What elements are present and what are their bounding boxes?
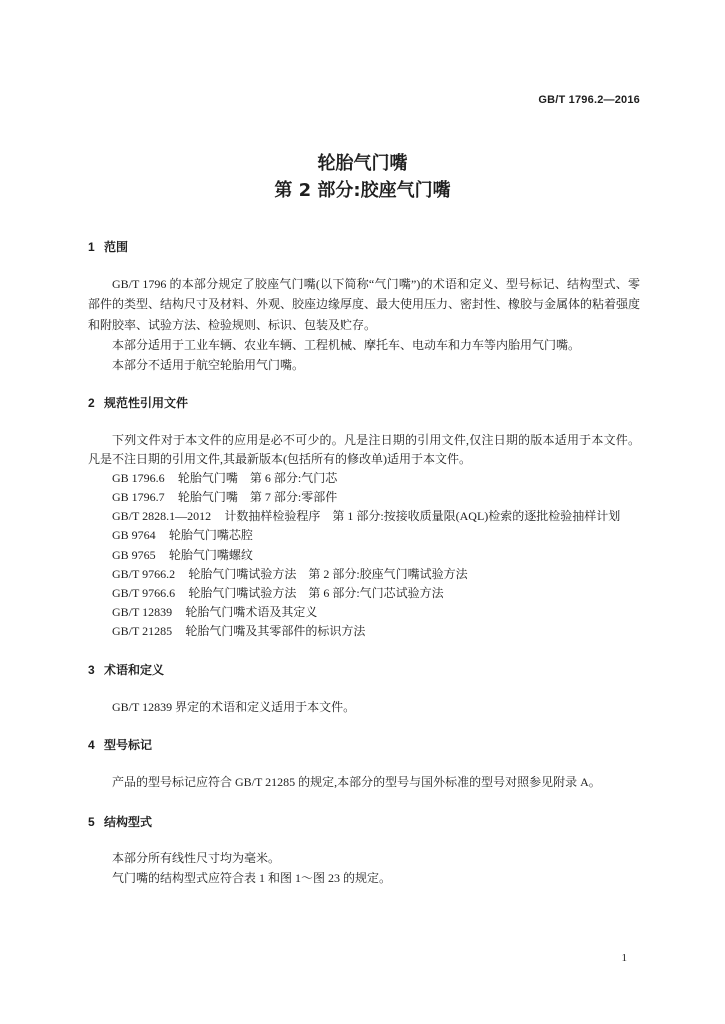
section-heading [88, 239, 640, 256]
section-content [88, 697, 640, 717]
section-normative-references [88, 395, 640, 641]
section-content [88, 274, 640, 375]
reference-title: 轮胎气门嘴及其零部件的标识方法 [185, 623, 366, 638]
paragraph: 本部分适用于工业车辆、农业车辆、工程机械、摩托车、电动车和力车等内胎用气门嘴。 [112, 337, 581, 352]
section-number: 5 [88, 814, 95, 829]
section-content [88, 848, 640, 888]
title-main: 轮胎气门嘴 [317, 153, 408, 174]
section-title: 结构型式 [104, 814, 153, 829]
reference-title: 轮胎气门嘴 第 7 部分:零部件 [177, 490, 338, 505]
section-content [88, 431, 640, 641]
reference-item [88, 488, 640, 507]
section-model-marking [88, 737, 640, 792]
reference-code: GB 1796.7 [112, 490, 165, 505]
reference-code: GB/T 9766.2 [112, 566, 176, 581]
reference-code: GB 9764 [112, 528, 156, 543]
reference-title: 轮胎气门嘴 第 6 部分:气门芯 [177, 471, 338, 486]
reference-code: GB/T 21285 [112, 623, 173, 638]
reference-item [88, 622, 640, 641]
section-title: 规范性引用文件 [104, 396, 189, 410]
reference-item [88, 507, 640, 526]
paragraph: 本部分所有线性尺寸均为毫米。 [112, 850, 281, 865]
reference-code: GB/T 9766.6 [112, 585, 176, 600]
reference-code: GB 1796.6 [112, 471, 165, 486]
paragraph: GB/T 12839 界定的术语和定义适用于本文件。 [112, 699, 356, 714]
reference-item [88, 584, 640, 603]
reference-code: GB/T 2828.1—2012 [112, 509, 212, 524]
reference-code: GB 9765 [112, 547, 156, 562]
section-heading [88, 814, 640, 831]
paragraph: 本部分不适用于航空轮胎用气门嘴。 [112, 358, 305, 372]
standard-code-header: GB/T 1796.2—2016 [538, 94, 640, 106]
section-content [88, 772, 640, 792]
section-heading [88, 737, 640, 754]
paragraph: 气门嘴的结构型式应符合表 1 和图 1～图 23 的规定。 [112, 870, 392, 885]
section-title: 术语和定义 [104, 662, 165, 677]
title-part: 第 2 部分:胶座气门嘴 [274, 180, 451, 201]
section-terms-definitions [88, 662, 640, 717]
section-number: 1 [88, 240, 95, 254]
section-scope [88, 239, 640, 375]
reference-title: 轮胎气门嘴试验方法 第 6 部分:气门芯试验方法 [188, 585, 444, 600]
section-number: 3 [88, 662, 95, 677]
section-heading [88, 395, 640, 412]
document-title [0, 150, 725, 204]
reference-item [88, 565, 640, 584]
paragraph: GB/T 1796 的本部分规定了胶座气门嘴(以下简称“气门嘴”)的术语和定义、型号标记、结构型式、零部件的类型、结构尺寸及材料、外观、胶座边缘厚度、最大使用压力、密封性、橡胶与金属体的粘着强度和附胶率、试验方法、检验规则、标识、包装及贮存。 [88, 277, 641, 332]
reference-item [88, 546, 640, 565]
reference-code: GB/T 12839 [112, 604, 173, 619]
paragraph: 下列文件对于本文件的应用是必不可少的。凡是注日期的引用文件,仅注日期的版本适用于本文件。凡是不注日期的引用文件,其最新版本(包括所有的修改单)适用于本文件。 [88, 433, 640, 467]
section-heading [88, 662, 640, 679]
section-number: 2 [88, 396, 95, 410]
section-number: 4 [88, 737, 95, 752]
reference-item [88, 603, 640, 622]
reference-title: 轮胎气门嘴术语及其定义 [185, 604, 318, 619]
paragraph: 产品的型号标记应符合 GB/T 21285 的规定,本部分的型号与国外标准的型号对照参见附录 A。 [112, 774, 601, 789]
document-body [88, 239, 640, 888]
reference-item [88, 526, 640, 545]
section-title: 范围 [104, 240, 129, 254]
section-structure-type [88, 814, 640, 888]
reference-title: 轮胎气门嘴试验方法 第 2 部分:胶座气门嘴试验方法 [188, 566, 468, 581]
reference-item [88, 469, 640, 488]
section-title: 型号标记 [104, 737, 153, 752]
reference-title: 轮胎气门嘴螺纹 [168, 547, 253, 562]
reference-title: 计数抽样检验程序 第 1 部分:按接收质量限(AQL)检索的逐批检验抽样计划 [224, 509, 621, 524]
reference-title: 轮胎气门嘴芯腔 [168, 528, 253, 543]
page-number: 1 [621, 952, 627, 964]
